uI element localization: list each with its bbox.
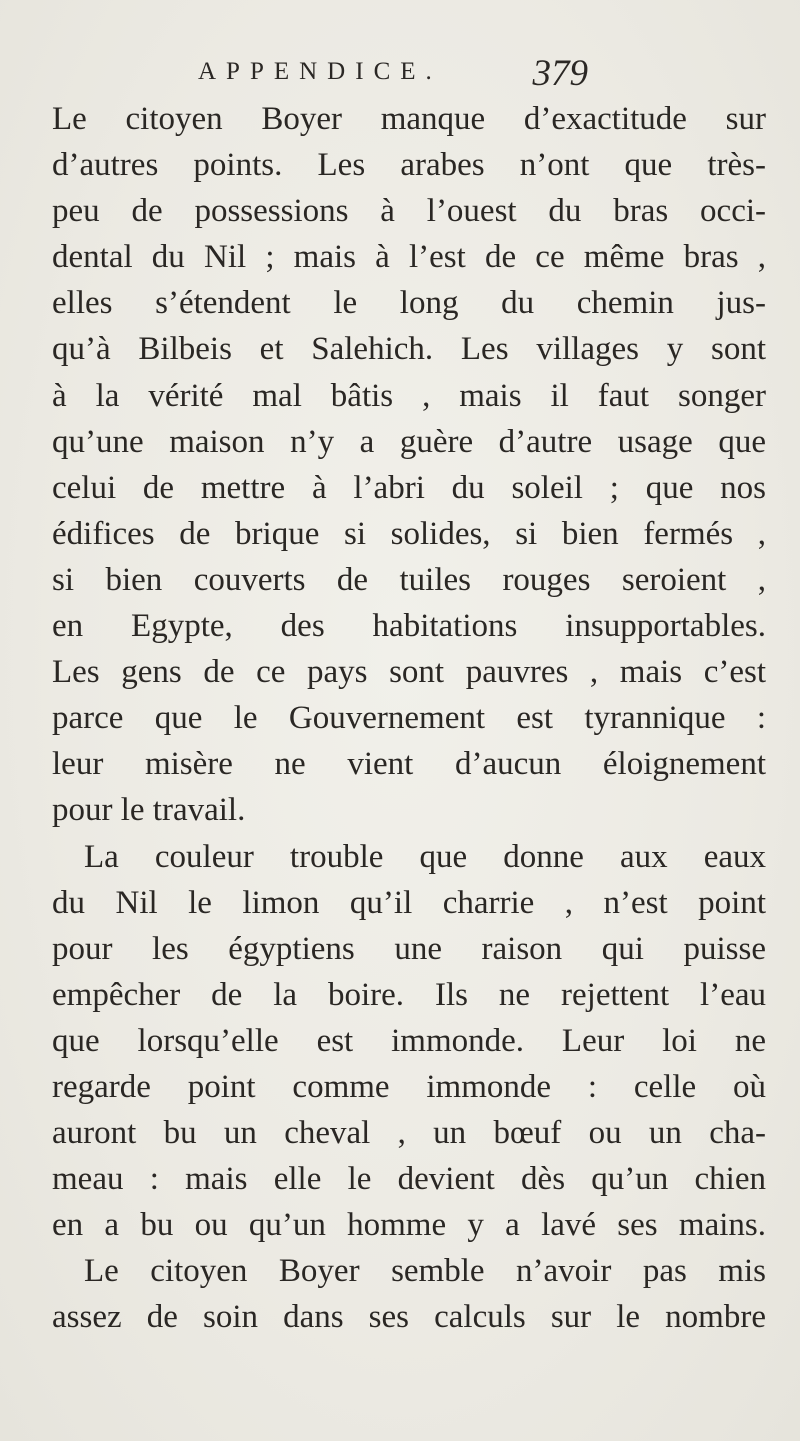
text-line: si bien couverts de tuiles rouges seroient , bbox=[52, 561, 766, 598]
text-line: meau : mais elle le devient dès qu’un chien bbox=[52, 1161, 766, 1198]
page-header bbox=[198, 52, 588, 98]
text-line: en a bu ou qu’un homme y a lavé ses mains. bbox=[52, 1207, 766, 1244]
text-line: celui de mettre à l’abri du soleil ; que nos bbox=[52, 469, 766, 506]
text-line: leur misère ne vient d’aucun éloignement bbox=[52, 746, 766, 783]
text-line: dental du Nil ; mais à l’est de ce même bras , bbox=[52, 239, 766, 276]
text-line: peu de possessions à l’ouest du bras occi- bbox=[52, 193, 766, 230]
text-line: auront bu un cheval , un bœuf ou un cha- bbox=[52, 1115, 766, 1152]
running-head: APPENDICE. bbox=[198, 58, 442, 85]
text-line: pour les égyptiens une raison qui puisse bbox=[52, 930, 766, 967]
text-line: qu’à Bilbeis et Salehich. Les villages y sont bbox=[52, 331, 766, 368]
body-text bbox=[52, 96, 766, 1341]
text-line: à la vérité mal bâtis , mais il faut songer bbox=[52, 377, 766, 414]
text-line: elles s’étendent le long du chemin jus- bbox=[52, 285, 766, 322]
text-line: édifices de brique si solides, si bien fermés , bbox=[52, 515, 766, 552]
text-line: empêcher de la boire. Ils ne rejettent l’eau bbox=[52, 976, 766, 1013]
text-line: Le citoyen Boyer manque d’exactitude sur bbox=[52, 101, 766, 137]
text-line: regarde point comme immonde : celle où bbox=[52, 1068, 766, 1105]
text-line: pour le travail. bbox=[52, 792, 246, 829]
text-line: du Nil le limon qu’il charrie , n’est point bbox=[52, 884, 766, 921]
page-number: 379 bbox=[532, 53, 588, 94]
paragraph-start-line: Le citoyen Boyer semble n’avoir pas mis bbox=[84, 1253, 766, 1290]
text-line: qu’une maison n’y a guère d’autre usage que bbox=[52, 423, 766, 460]
text-line: assez de soin dans ses calculs sur le nombre bbox=[52, 1299, 766, 1336]
text-line: en Egypte, des habitations insupportables. bbox=[52, 608, 766, 645]
paragraph-start-line: La couleur trouble que donne aux eaux bbox=[84, 838, 766, 875]
text-line: que lorsqu’elle est immonde. Leur loi ne bbox=[52, 1022, 766, 1059]
text-line: d’autres points. Les arabes n’ont que très- bbox=[52, 147, 766, 184]
text-line: parce que le Gouvernement est tyrannique : bbox=[52, 700, 766, 737]
text-line: Les gens de ce pays sont pauvres , mais c’est bbox=[52, 654, 766, 691]
